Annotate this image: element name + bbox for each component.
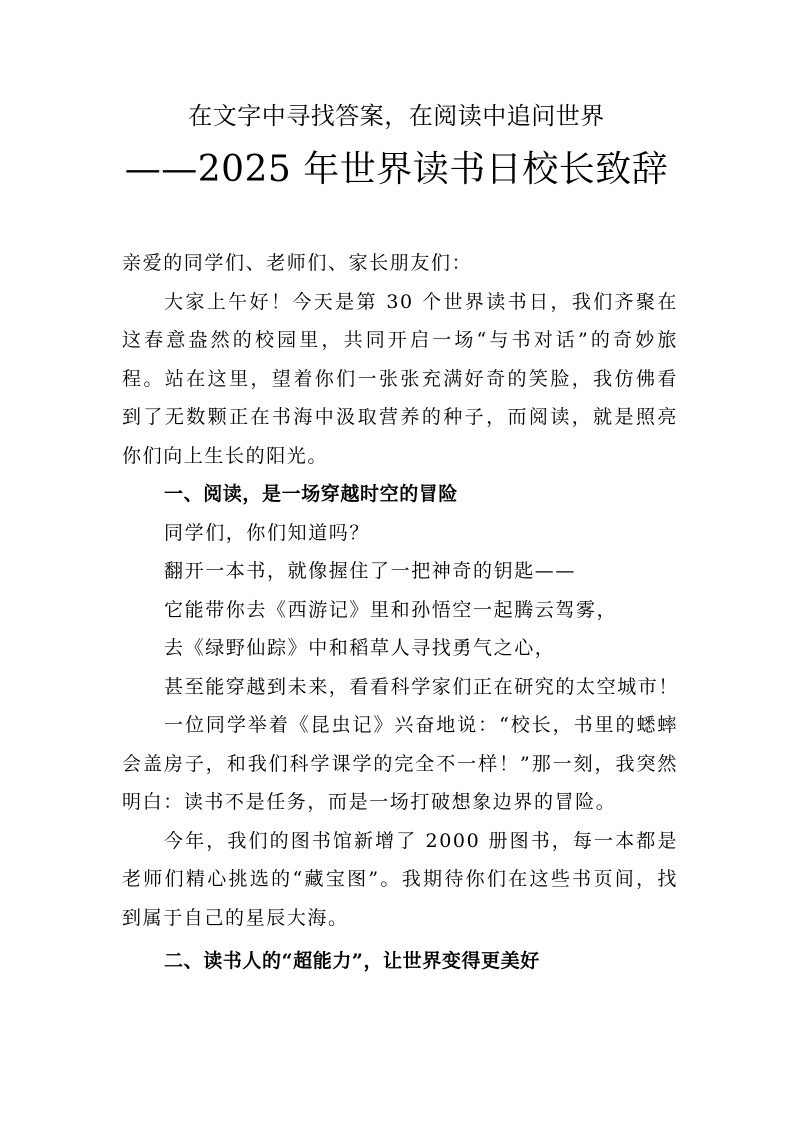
document-subtitle: ——2025 年世界读书日校长致辞 <box>124 149 669 190</box>
section-1-story-paragraph: 一位同学举着《昆虫记》兴奋地说：“校长，书里的蟋蟀会盖房子，和我们科学课学的完全不一样！”那一刻，我突然明白：读书不是任务，而是一场打破想象边界的冒险。 <box>122 714 678 813</box>
section-1-line-1: 同学们，你们知道吗？ <box>164 521 371 544</box>
section-1-library-paragraph: 今年，我们的图书馆新增了 2000 册图书，每一本都是老师们精心挑选的“藏宝图”。我期待你们在这些书页间，找到属于自己的星辰大海。 <box>122 829 678 929</box>
section-2-heading: 二、读书人的“超能力”，让世界变得更美好 <box>164 950 540 972</box>
section-1-heading: 一、阅读，是一场穿越时空的冒险 <box>164 483 459 505</box>
section-1-line-3: 它能带你去《西游记》里和孙悟空一起腾云驾雾， <box>164 598 618 621</box>
document-title: 在文字中寻找答案，在阅读中追问世界 <box>188 102 605 130</box>
document-body <box>122 244 678 981</box>
intro-paragraph: 大家上午好！今天是第 30 个世界读书日，我们齐聚在这春意盎然的校园里，共同开启一场“与书对话”的奇妙旅程。站在这里，望着你们一张张充满好奇的笑脸，我仿佛看到了无数颗正在书海中汲取营养的种子，而阅读，就是照亮你们向上生长的阳光。 <box>122 290 678 467</box>
section-1-line-2: 翻开一本书，就像握住了一把神奇的钥匙—— <box>164 560 577 582</box>
section-1-line-4: 去《绿野仙踪》中和稻草人寻找勇气之心， <box>164 637 556 659</box>
section-1-line-5: 甚至能穿越到未来，看看科学家们正在研究的太空城市！ <box>164 675 680 698</box>
salutation: 亲爱的同学们、老师们、家长朋友们： <box>122 252 473 274</box>
